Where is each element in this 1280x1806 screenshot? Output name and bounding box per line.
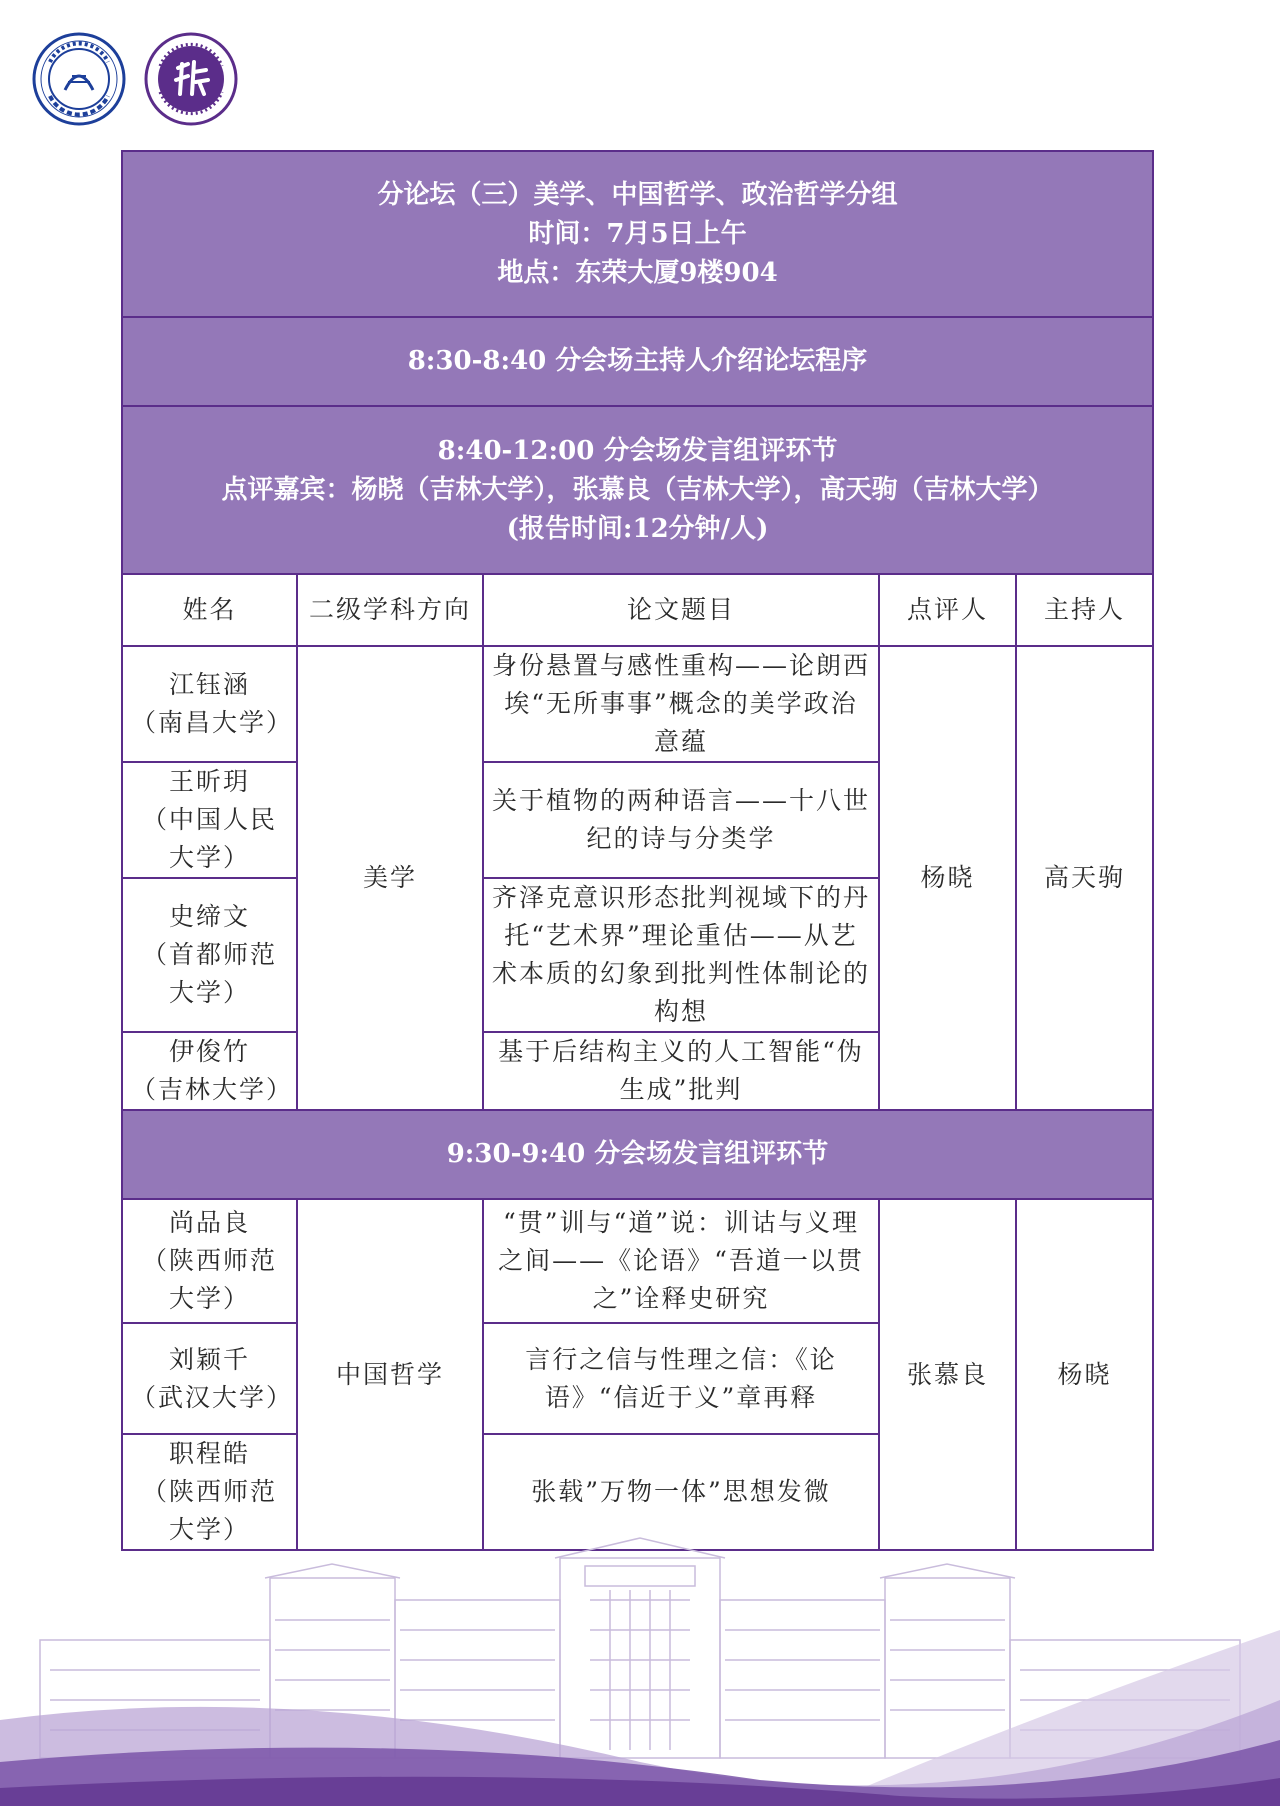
field-cell: 中国哲学 [297, 1199, 483, 1550]
speaker-cell [122, 646, 297, 762]
paper-title: 身份悬置与感性重构——论朗西埃“无所事事”概念的美学政治意蕴 [483, 646, 879, 762]
intro-text: 8:30-8:40 分会场主持人介绍论坛程序 [122, 317, 1153, 406]
philosophy-school-seal-icon [144, 32, 238, 126]
jilin-university-seal-icon [32, 32, 126, 126]
column-header-field: 二级学科方向 [297, 574, 483, 646]
table-row [122, 1199, 1153, 1323]
forum-time: 时间：7月5日上午 [528, 218, 747, 249]
speaker-name: 史缔文 [168, 902, 250, 931]
speaker-name: 伊俊竹 [168, 1037, 250, 1066]
speaker-name: 王昕玥 [168, 767, 250, 796]
paper-title: 张载”万物一体”思想发微 [483, 1434, 879, 1550]
field-cell: 美学 [297, 646, 483, 1110]
speaker-name: 江钰涵 [168, 670, 250, 699]
forum-header [122, 151, 1153, 317]
speaker-affiliation: （吉林大学） [131, 1075, 294, 1104]
speaker-cell [122, 1323, 297, 1434]
reviewer-cell: 张慕良 [879, 1199, 1016, 1550]
session1-title: 8:40-12:00 分会场发言组评环节 [437, 435, 838, 466]
speaker-name: 职程皓 [168, 1439, 250, 1468]
forum-title: 分论坛（三）美学、中国哲学、政治哲学分组 [377, 179, 898, 210]
paper-title: 基于后结构主义的人工智能“伪生成”批判 [483, 1032, 879, 1110]
speaker-affiliation: （南昌大学） [131, 708, 294, 737]
session1-header [122, 406, 1153, 574]
speaker-affiliation: （武汉大学） [131, 1382, 294, 1412]
speaker-name: 尚品良 [168, 1208, 250, 1237]
session2-title: 9:30-9:40 分会场发言组评环节 [122, 1110, 1153, 1199]
speaker-affiliation: （中国人民大学） [141, 805, 277, 872]
campus-building-illustration [0, 1530, 1280, 1806]
host-cell: 高天驹 [1016, 646, 1153, 1110]
speaker-cell [122, 878, 297, 1032]
speaker-name: 刘颖千 [168, 1344, 250, 1374]
paper-title: 关于植物的两种语言——十八世纪的诗与分类学 [483, 762, 879, 878]
session1-note: (报告时间:12分钟/人) [506, 513, 769, 544]
speaker-affiliation: （陕西师范大学） [141, 1246, 277, 1313]
paper-title: 言行之信与性理之信：《论语》“信近于义”章再释 [483, 1323, 879, 1434]
forum-header-row [122, 151, 1153, 317]
speaker-cell [122, 1032, 297, 1110]
session1-header-row [122, 406, 1153, 574]
forum-place: 地点：东荣大厦9楼904 [497, 257, 778, 288]
host-cell: 杨晓 [1016, 1199, 1153, 1550]
column-header-title: 论文题目 [483, 574, 879, 646]
column-header-host: 主持人 [1016, 574, 1153, 646]
paper-title: “贯”训与“道”说：训诂与义理之间——《论语》“吾道一以贯之”诠释史研究 [483, 1199, 879, 1323]
session1-guests: 点评嘉宾：杨晓（吉林大学），张慕良（吉林大学），高天驹（吉林大学） [221, 474, 1054, 505]
speaker-cell [122, 762, 297, 878]
table-row [122, 646, 1153, 762]
paper-title: 齐泽克意识形态批判视域下的丹托“艺术界”理论重估——从艺术本质的幻象到批判性体制论的构想 [483, 878, 879, 1032]
speaker-cell [122, 1199, 297, 1323]
column-header-name: 姓名 [122, 574, 297, 646]
column-header-row [122, 574, 1153, 646]
session2-header-row [122, 1110, 1153, 1199]
speaker-affiliation: （陕西师范大学） [141, 1477, 277, 1544]
reviewer-cell: 杨晓 [879, 646, 1016, 1110]
logo-bar [32, 32, 238, 126]
column-header-reviewer: 点评人 [879, 574, 1016, 646]
speaker-affiliation: （首都师范大学） [141, 940, 277, 1007]
intro-row [122, 317, 1153, 406]
forum-schedule-table [121, 150, 1154, 1551]
